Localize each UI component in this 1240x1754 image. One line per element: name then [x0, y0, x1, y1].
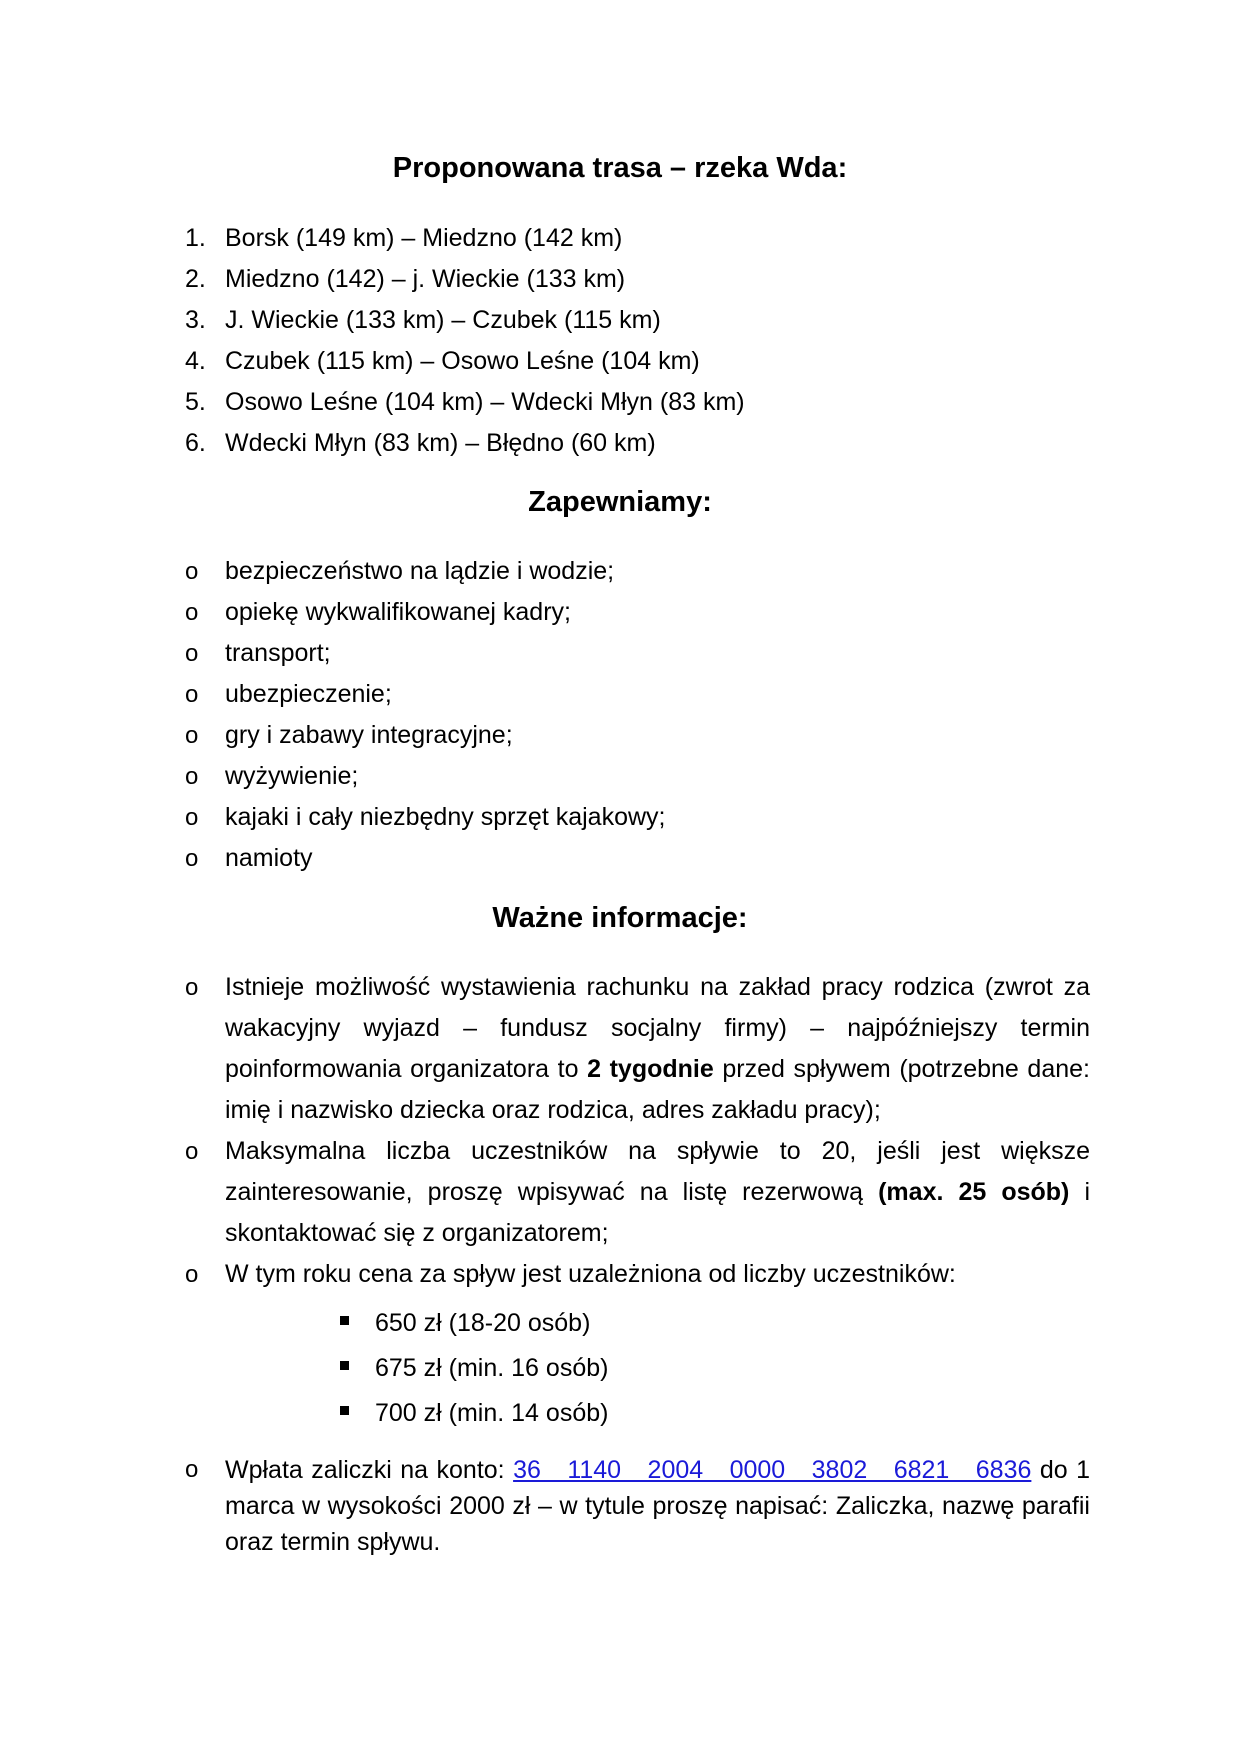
info-item-bold: (max. 25 osób) [878, 1178, 1070, 1206]
info-item-invoice [185, 967, 1090, 1131]
info-item-text: Wpłata zaliczki na konto: [225, 1456, 514, 1484]
info-item-participants [185, 1131, 1090, 1254]
route-item-text: J. Wieckie (133 km) – Czubek (115 km) [225, 306, 661, 334]
route-item [185, 218, 745, 259]
provide-item-text: opiekę wykwalifikowanej kadry; [225, 598, 571, 626]
provide-item [185, 797, 665, 838]
route-item-number: 4. [185, 347, 206, 375]
route-item [185, 382, 745, 423]
circle-bullet-icon: o [185, 599, 199, 626]
info-item-text: Istnieje możliwość wystawienia rachunku na zakład pracy rodzica (zwrot za wakacyjny wyjazd – fundusz socjalny firmy) – najpóźniejszy termin poinformowania organizatora to [225, 973, 1090, 1083]
route-item-number: 1. [185, 224, 206, 252]
route-item [185, 341, 745, 382]
provide-item [185, 674, 665, 715]
route-list [185, 218, 745, 464]
bank-account-link[interactable]: 36 1140 2004 0000 3802 6821 6836 [513, 1456, 1032, 1484]
provide-item [185, 592, 665, 633]
info-heading: Ważne informacje: [492, 902, 748, 934]
info-item-text: Maksymalna liczba uczestników na spływie to 20, jeśli jest większe zainteresowanie, proszę wpisywać na listę rezerwową [225, 1137, 1090, 1206]
route-item [185, 300, 745, 341]
route-item-number: 2. [185, 265, 206, 293]
price-item-text: 700 zł (min. 14 osób) [375, 1399, 609, 1427]
provide-item-text: transport; [225, 639, 331, 667]
circle-bullet-icon: o [185, 681, 199, 708]
provide-item [185, 633, 665, 674]
price-item [225, 1391, 1090, 1436]
route-item-text: Borsk (149 km) – Miedzno (142 km) [225, 224, 623, 252]
square-bullet-icon [340, 1316, 349, 1325]
circle-bullet-icon: o [185, 558, 199, 585]
route-item [185, 259, 745, 300]
route-item-text: Miedzno (142) – j. Wieckie (133 km) [225, 265, 626, 293]
price-item-text: 675 zł (min. 16 osób) [375, 1354, 609, 1382]
price-list [225, 1301, 1090, 1436]
provide-item [185, 715, 665, 756]
route-item-number: 6. [185, 429, 206, 457]
info-item-text: W tym roku cena za spływ jest uzależniona od liczby uczestników: [225, 1260, 956, 1288]
price-item [225, 1346, 1090, 1391]
route-item-text: Osowo Leśne (104 km) – Wdecki Młyn (83 km) [225, 388, 745, 416]
provide-item-text: namioty [225, 844, 313, 872]
route-item-text: Wdecki Młyn (83 km) – Błędno (60 km) [225, 429, 656, 457]
info-item-text: do 1 marca w wysokości 2000 zł – w tytule proszę napisać: Zaliczka, nazwę parafii oraz termin spływu. [225, 1456, 1090, 1556]
circle-bullet-icon: o [185, 1456, 199, 1483]
provide-item-text: bezpieczeństwo na lądzie i wodzie; [225, 557, 615, 585]
info-item-prices [185, 1254, 1090, 1436]
provide-item [185, 756, 665, 797]
provide-item-text: kajaki i cały niezbędny sprzęt kajakowy; [225, 803, 666, 831]
provide-list [185, 551, 665, 879]
square-bullet-icon [340, 1406, 349, 1415]
provide-item [185, 838, 665, 879]
provide-item [185, 551, 665, 592]
provide-item-text: gry i zabawy integracyjne; [225, 721, 513, 749]
info-item-bold: 2 tygodnie [587, 1055, 714, 1083]
circle-bullet-icon: o [185, 722, 199, 749]
circle-bullet-icon: o [185, 640, 199, 667]
provide-item-text: wyżywienie; [225, 762, 359, 790]
price-item [225, 1301, 1090, 1346]
circle-bullet-icon: o [185, 763, 199, 790]
circle-bullet-icon: o [185, 1138, 199, 1165]
provide-heading: Zapewniamy: [528, 486, 712, 518]
info-item-text: i skontaktować się z organizatorem; [225, 1178, 1091, 1247]
route-item-number: 5. [185, 388, 206, 416]
info-list [185, 967, 1090, 1560]
circle-bullet-icon: o [185, 845, 199, 872]
circle-bullet-icon: o [185, 1261, 199, 1288]
price-item-text: 650 zł (18-20 osób) [375, 1309, 591, 1337]
route-item-text: Czubek (115 km) – Osowo Leśne (104 km) [225, 347, 700, 375]
info-item-text: przed spływem (potrzebne dane: imię i nazwisko dziecka oraz rodzica, adres zakładu pracy); [225, 1055, 1090, 1124]
info-item-deposit [185, 1452, 1090, 1560]
circle-bullet-icon: o [185, 974, 199, 1001]
route-heading: Proponowana trasa – rzeka Wda: [392, 152, 848, 184]
circle-bullet-icon: o [185, 804, 199, 831]
provide-item-text: ubezpieczenie; [225, 680, 392, 708]
route-item [185, 423, 745, 464]
route-item-number: 3. [185, 306, 206, 334]
square-bullet-icon [340, 1361, 349, 1370]
